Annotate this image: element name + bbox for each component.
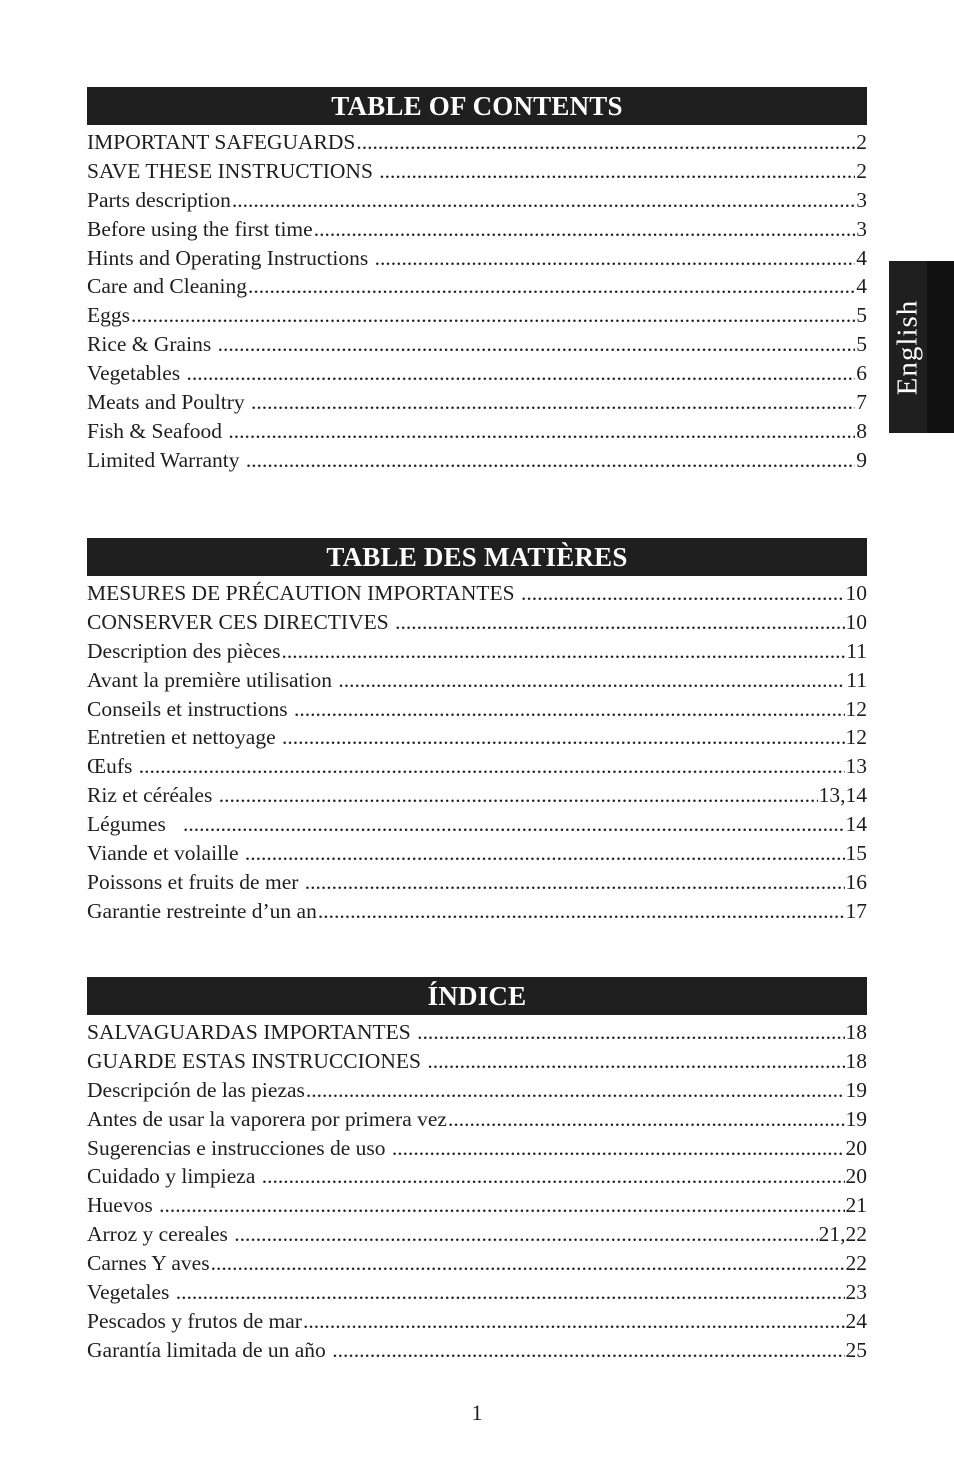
toc-entry-page: 2 [856, 130, 867, 154]
toc-list [87, 579, 867, 926]
dot-leader [521, 579, 845, 608]
dot-leader [332, 1336, 844, 1365]
toc-entry[interactable] [87, 1134, 867, 1163]
toc-section-french [87, 538, 867, 926]
toc-entry[interactable] [87, 868, 867, 897]
language-tab-edge [927, 261, 954, 433]
dot-leader [306, 1076, 845, 1105]
dot-leader [294, 695, 844, 724]
dot-leader [318, 897, 845, 926]
toc-entry-page: 10 [845, 609, 867, 634]
toc-entry-title: Œufs [87, 754, 138, 779]
toc-entry[interactable] [87, 244, 867, 273]
toc-entry-title: Arroz y cereales [87, 1222, 234, 1247]
dot-leader [219, 781, 818, 810]
toc-entry[interactable] [87, 1249, 867, 1278]
toc-entry[interactable] [87, 417, 867, 446]
toc-entry[interactable] [87, 1018, 867, 1047]
toc-entry-title: MESURES DE PRÉCAUTION IMPORTANTES [87, 581, 520, 605]
dot-leader [251, 388, 855, 417]
toc-entry-title: Légumes [87, 812, 182, 837]
language-tab-label: English [891, 299, 924, 395]
toc-entry[interactable] [87, 446, 867, 475]
dot-leader [395, 608, 844, 637]
toc-entry-page: 5 [856, 303, 867, 328]
dot-leader [131, 301, 855, 330]
toc-entry-page: 3 [856, 216, 867, 241]
dot-leader [232, 186, 855, 215]
dot-leader [187, 359, 856, 388]
toc-entry[interactable] [87, 1105, 867, 1134]
dot-leader [282, 723, 844, 752]
toc-entry[interactable] [87, 272, 867, 301]
toc-entry-title: GUARDE ESTAS INSTRUCCIONES [87, 1048, 427, 1073]
toc-entry-title: Fish & Seafood [87, 418, 228, 443]
toc-list [87, 128, 867, 475]
toc-entry-title: Conseils et instructions [87, 696, 294, 721]
toc-entry-page: 15 [845, 841, 867, 866]
dot-leader [281, 637, 845, 666]
language-tab [889, 261, 954, 433]
toc-entry[interactable] [87, 157, 867, 186]
toc-entry-page: 6 [856, 361, 867, 386]
dot-leader [356, 128, 855, 157]
toc-entry[interactable] [87, 186, 867, 215]
toc-entry-page: 22 [845, 1251, 867, 1276]
toc-entry[interactable] [87, 723, 867, 752]
dot-leader [159, 1191, 844, 1220]
toc-entry[interactable] [87, 359, 867, 388]
toc-entry-title: Rice & Grains [87, 332, 217, 357]
toc-entry[interactable] [87, 1220, 867, 1249]
toc-entry-title: Meats and Poultry [87, 390, 251, 415]
toc-entry[interactable] [87, 301, 867, 330]
toc-entry-title: CONSERVER CES DIRECTIVES [87, 609, 395, 634]
page-number: 1 [471, 1400, 483, 1425]
toc-entry[interactable] [87, 128, 867, 157]
toc-entry[interactable] [87, 1162, 867, 1191]
toc-entry-page: 5 [856, 332, 867, 357]
dot-leader [338, 666, 845, 695]
toc-entry-page: 14 [845, 812, 867, 837]
toc-entry[interactable] [87, 810, 867, 839]
toc-entry[interactable] [87, 897, 867, 926]
section-heading: ÍNDICE [87, 977, 867, 1015]
dot-leader [379, 157, 855, 186]
toc-entry-title: SAVE THESE INSTRUCTIONS [87, 158, 379, 183]
toc-entry[interactable] [87, 215, 867, 244]
section-heading: TABLE DES MATIÈRES [87, 538, 867, 576]
toc-entry-title: Viande et volaille [87, 841, 244, 866]
toc-entry[interactable] [87, 637, 867, 666]
toc-entry-page: 2 [856, 158, 867, 183]
toc-entry-title: Poissons et fruits de mer [87, 869, 304, 894]
toc-entry-page: 16 [845, 869, 867, 894]
toc-entry-title: Care and Cleaning [87, 274, 248, 299]
toc-entry[interactable] [87, 1047, 867, 1076]
dot-leader [303, 1307, 845, 1336]
toc-entry-page: 13 [845, 754, 867, 779]
dot-leader [228, 417, 855, 446]
dot-leader [245, 839, 845, 868]
toc-entry-title: Cuidado y limpieza [87, 1164, 261, 1189]
toc-entry-title: Riz et céréales [87, 783, 218, 808]
toc-entry-title: Garantía limitada de un año [87, 1337, 332, 1362]
toc-entry-page: 13,14 [818, 783, 867, 808]
toc-entry-page: 23 [845, 1280, 867, 1305]
toc-entry-title: Avant la première utilisation [87, 667, 338, 692]
dot-leader [427, 1047, 844, 1076]
dot-leader [314, 215, 856, 244]
toc-entry-page: 18 [845, 1020, 867, 1044]
toc-entry[interactable] [87, 1191, 867, 1220]
dot-leader [246, 446, 855, 475]
toc-section-english [87, 87, 867, 475]
toc-entry-title: Descripción de las piezas [87, 1077, 305, 1102]
toc-entry[interactable] [87, 781, 867, 810]
toc-entry-page: 20 [845, 1164, 867, 1189]
toc-entry-page: 24 [845, 1308, 867, 1333]
toc-list [87, 1018, 867, 1365]
toc-entry[interactable] [87, 695, 867, 724]
language-tab-face [889, 261, 927, 433]
toc-entry[interactable] [87, 1307, 867, 1336]
dot-leader [211, 1249, 845, 1278]
toc-entry-page: 4 [856, 245, 867, 270]
toc-entry-title: Parts description [87, 187, 231, 212]
toc-entry-page: 21,22 [818, 1222, 867, 1247]
toc-entry-page: 4 [856, 274, 867, 299]
toc-entry-page: 18 [845, 1048, 867, 1073]
dot-leader [183, 810, 845, 839]
toc-entry-page: 7 [856, 390, 867, 415]
toc-section-spanish [87, 977, 867, 1365]
toc-entry[interactable] [87, 388, 867, 417]
toc-entry-title: Vegetales [87, 1280, 175, 1305]
toc-entry-page: 11 [846, 667, 867, 692]
toc-entry-page: 17 [845, 898, 867, 923]
dot-leader [139, 752, 845, 781]
toc-entry-page: 10 [845, 581, 867, 605]
dot-leader [448, 1105, 845, 1134]
toc-entry-title: Before using the first time [87, 216, 313, 241]
toc-entry[interactable] [87, 1076, 867, 1105]
dot-leader [375, 244, 856, 273]
toc-entry-page: 8 [856, 418, 867, 443]
toc-entry-title: Entretien et nettoyage [87, 725, 282, 750]
toc-entry[interactable] [87, 608, 867, 637]
toc-entry-page: 20 [845, 1135, 867, 1160]
toc-entry[interactable] [87, 579, 867, 608]
toc-entry-title: IMPORTANT SAFEGUARDS [87, 130, 356, 154]
toc-entry-page: 12 [845, 696, 867, 721]
toc-entry-title: Sugerencias e instrucciones de uso [87, 1135, 391, 1160]
toc-entry-page: 25 [845, 1337, 867, 1362]
toc-entry-page: 11 [846, 638, 867, 663]
section-heading: TABLE OF CONTENTS [87, 87, 867, 125]
toc-entry-title: Hints and Operating Instructions [87, 245, 374, 270]
toc-entry-title: SALVAGUARDAS IMPORTANTES [87, 1020, 417, 1044]
dot-leader [218, 330, 856, 359]
toc-entry[interactable] [87, 1336, 867, 1365]
toc-entry-title: Garantie restreinte d’un an [87, 898, 317, 923]
toc-entry-page: 19 [845, 1106, 867, 1131]
toc-entry[interactable] [87, 839, 867, 868]
dot-leader [417, 1018, 844, 1047]
toc-entry-title: Antes de usar la vaporera por primera vez [87, 1106, 447, 1131]
toc-entry-title: Limited Warranty [87, 447, 245, 472]
toc-entry-title: Vegetables [87, 361, 186, 386]
toc-entry-title: Huevos [87, 1193, 159, 1218]
dot-leader [176, 1278, 845, 1307]
toc-entry-title: Eggs [87, 303, 130, 328]
toc-entry-title: Carnes Y aves [87, 1251, 210, 1276]
dot-leader [305, 868, 845, 897]
toc-entry-title: Pescados y frutos de mar [87, 1308, 302, 1333]
toc-entry[interactable] [87, 330, 867, 359]
toc-entry-page: 12 [845, 725, 867, 750]
toc-entry-page: 19 [845, 1077, 867, 1102]
toc-entry[interactable] [87, 666, 867, 695]
dot-leader [248, 272, 855, 301]
toc-entry[interactable] [87, 1278, 867, 1307]
dot-leader [262, 1162, 845, 1191]
dot-leader [392, 1134, 845, 1163]
toc-entry-page: 3 [856, 187, 867, 212]
toc-entry-title: Description des pièces [87, 638, 281, 663]
dot-leader [234, 1220, 817, 1249]
toc-entry[interactable] [87, 752, 867, 781]
toc-entry-page: 21 [845, 1193, 867, 1218]
toc-entry-page: 9 [856, 447, 867, 472]
